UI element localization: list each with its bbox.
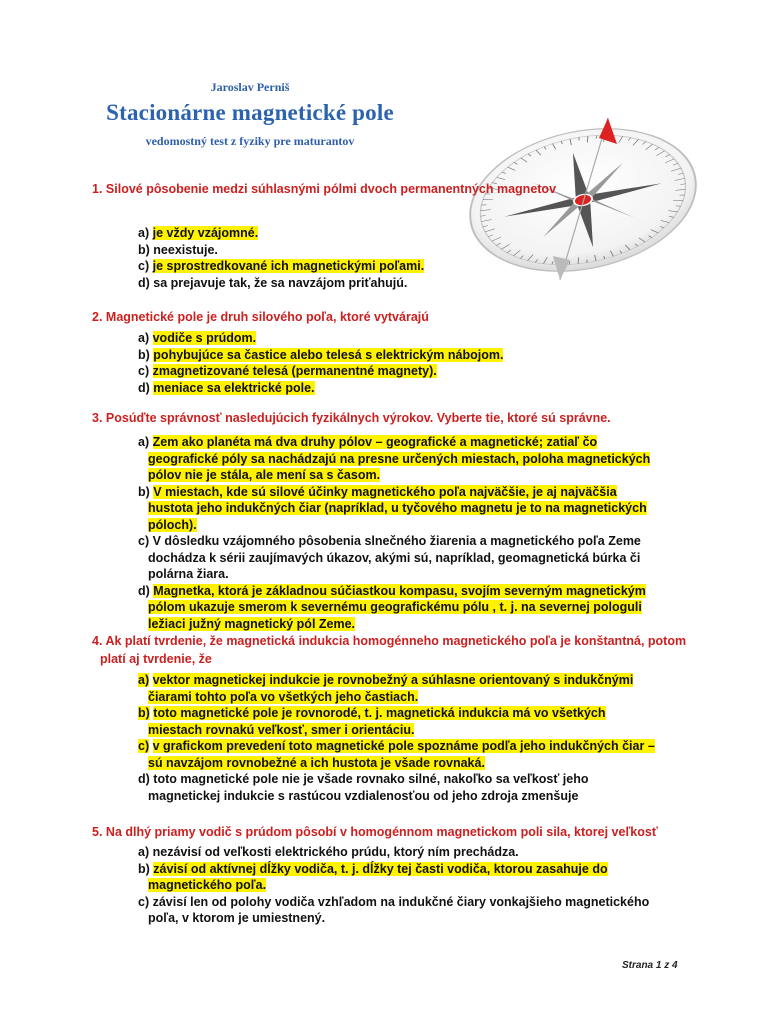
option-letter: c) [138, 534, 150, 548]
option-q1-b [138, 242, 658, 259]
option-text: vodiče s prúdom. [152, 331, 257, 345]
option-text: zmagnetizované telesá (permanentné magnety). [152, 364, 437, 378]
option-letter: c) [138, 894, 150, 909]
option-q4-a [138, 672, 658, 705]
option-text: toto magnetické pole je rovnorodé, t. j. magnetická indukcia má vo všetkých miestach rovnakú veľkosť, smer i orientáciu. [148, 706, 606, 737]
question-text: Magnetické pole je druh silového poľa, ktoré vytvárajú [105, 310, 429, 324]
option-letter: a) [138, 845, 150, 859]
test-content [92, 180, 692, 925]
options-q1 [138, 225, 658, 291]
option-text: neexistuje. [153, 242, 218, 257]
option-q5-c [138, 894, 658, 927]
subtitle: vedomostný test z fyziky pre maturantov [145, 134, 355, 148]
option-text: v grafickom prevedení toto magnetické pole spoznáme podľa jeho indukčných čiar – sú navzájom rovnobežné a ich hustota je všade rovnaká. [148, 739, 655, 770]
option-q1-d [138, 275, 658, 292]
question-number: 4. [92, 634, 103, 648]
options-q3 [138, 434, 658, 632]
option-q2-d [138, 380, 658, 397]
question-number: 3. [92, 411, 103, 425]
page-title: Stacionárne magnetické pole [106, 100, 394, 125]
option-q2-b [138, 347, 658, 364]
question-4 [92, 632, 692, 668]
option-q5-b [138, 861, 658, 894]
author: Jaroslav Perniš [210, 80, 290, 94]
option-text: závisí od aktívnej dĺžky vodiča, t. j. dĺžky tej časti vodiča, ktorou zasahuje do magnetického poľa. [148, 861, 608, 892]
option-letter: a) [138, 331, 150, 345]
option-text: je sprostredkované ich magnetickými poľami. [152, 259, 425, 273]
question-3 [92, 409, 692, 427]
option-text: Zem ako planéta má dva druhy pólov – geografické a magnetické; zatiaľ čo geografické póly sa nachádzajú na presne určených miestach, poloha magnetických pólov nie je stála, ale mení sa s časom. [148, 435, 651, 482]
option-letter: b) [138, 242, 150, 257]
question-2 [92, 308, 692, 326]
option-q4-b [138, 705, 658, 738]
question-text: Na dlhý priamy vodič s prúdom pôsobí v homogénnom magnetickom poli sila, ktorej veľkosť [105, 825, 658, 839]
option-q3-c [138, 533, 658, 583]
option-text: pohybujúce sa častice alebo telesá s elektrickým nábojom. [153, 347, 504, 362]
option-text: meniace sa elektrické pole. [153, 380, 315, 395]
option-text: sa prejavuje tak, že sa navzájom priťahujú. [153, 275, 408, 290]
option-letter: c) [138, 259, 150, 273]
option-q1-c [138, 258, 658, 275]
option-letter: b) [138, 484, 150, 499]
option-text: V miestach, kde sú silové účinky magnetického poľa najväčšie, je aj najväčšia hustota jeho indukčných čiar (napríklad, u tyčového magnetu je to na magnetických póloch). [148, 484, 647, 532]
question-text: Silové pôsobenie medzi súhlasnými pólmi dvoch permanentných magnetov [105, 182, 557, 196]
question-1 [92, 180, 692, 198]
option-q4-d [138, 771, 658, 804]
option-text: vektor magnetickej indukcie je rovnobežný a súhlasne orientovaný s indukčnými čiarami tohto poľa vo všetkých jeho častiach. [148, 673, 634, 704]
option-letter: a) [138, 435, 150, 449]
option-letter: a) [138, 226, 150, 240]
question-text: Posúďte správnosť nasledujúcich fyzikálnych výrokov. Vyberte tie, ktoré sú správne. [105, 411, 611, 425]
option-q2-a [138, 330, 658, 347]
question-number: 1. [92, 182, 103, 196]
option-text: toto magnetické pole nie je všade rovnako silné, nakoľko sa veľkosť jeho magnetickej indukcie s rastúcou vzdialenosťou od jeho zdroja zmenšuje [148, 772, 589, 803]
option-q2-c [138, 363, 658, 380]
option-text: nezávisí od veľkosti elektrického prúdu, ktorý ním prechádza. [152, 845, 519, 859]
options-q2 [138, 330, 658, 396]
options-q5 [138, 844, 658, 927]
question-number: 2. [92, 310, 103, 324]
option-letter: a) [138, 673, 150, 687]
option-text: Magnetka, ktorá je základnou súčiastkou kompasu, svojím severným magnetickým pólom ukazuje smerom k severnému geografickému pólu , t. j. na severnej pologuli ležiaci južný magnetický pól Zeme. [148, 583, 646, 631]
option-q3-b [138, 484, 658, 534]
question-number: 5. [92, 825, 103, 839]
option-text: V dôsledku vzájomného pôsobenia slnečného žiarenia a magnetického poľa Zeme dochádza k sérii zaujímavých úkazov, akými sú, napríklad, geomagnetická búrka či polárna žiara. [148, 534, 641, 581]
option-q3-a [138, 434, 658, 484]
question-5 [92, 823, 692, 841]
option-letter: d) [138, 380, 150, 395]
option-q5-a [138, 844, 658, 861]
option-letter: b) [138, 706, 150, 720]
option-letter: d) [138, 772, 150, 786]
option-text: je vždy vzájomné. [152, 226, 259, 240]
question-line [92, 632, 692, 668]
option-letter: b) [138, 861, 150, 876]
question-text: Ak platí tvrdenie, že magnetická indukcia homogénneho magnetického poľa je konštantná, potom platí aj tvrdenie, že [100, 634, 687, 666]
option-letter: c) [138, 364, 150, 378]
option-letter: c) [138, 739, 150, 753]
option-letter: d) [138, 583, 150, 598]
option-q3-d [138, 583, 658, 633]
options-q4 [138, 672, 658, 804]
option-text: závisí len od polohy vodiča vzhľadom na indukčné čiary vonkajšieho magnetického poľa, v ktorom je umiestnený. [148, 894, 650, 925]
option-letter: b) [138, 347, 150, 362]
option-q1-a [138, 225, 658, 242]
option-letter: d) [138, 275, 150, 290]
page-number: Strana 1 z 4 [622, 960, 678, 971]
option-q4-c [138, 738, 658, 771]
